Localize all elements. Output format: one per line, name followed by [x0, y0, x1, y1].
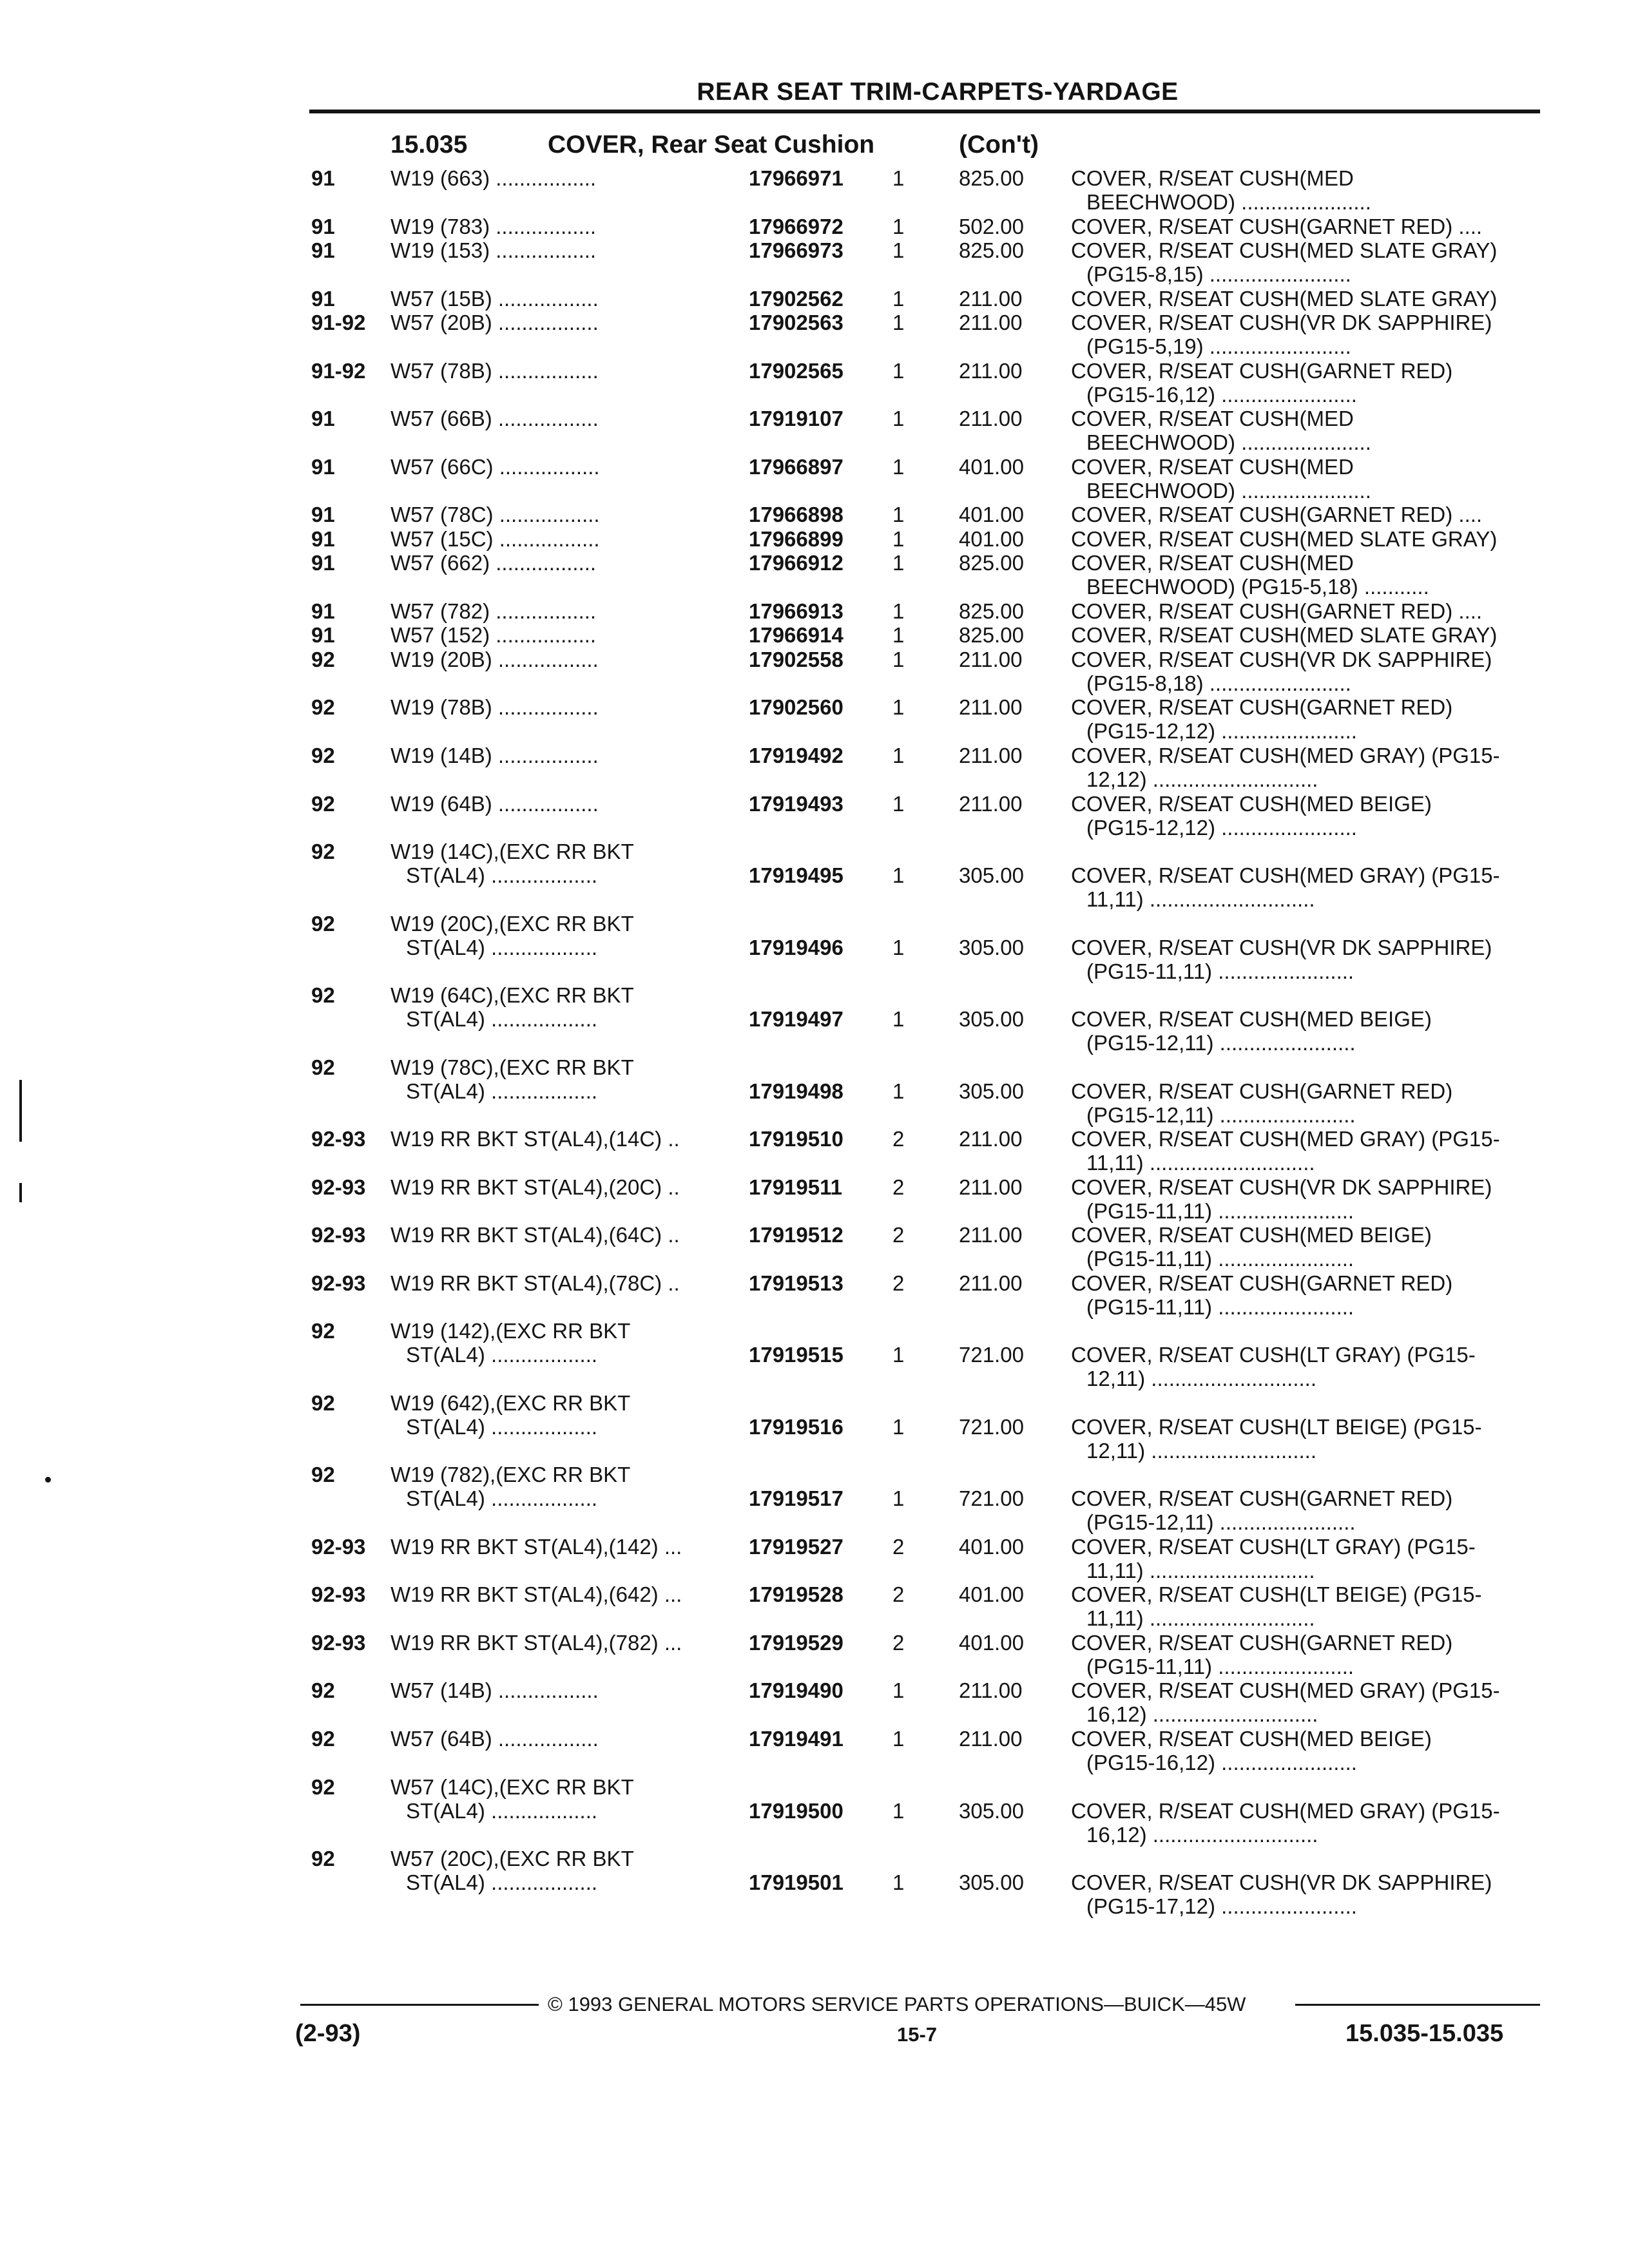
table-row — [0, 1223, 1629, 1271]
part-number: 17902562 — [749, 286, 843, 311]
table-row — [0, 792, 1629, 840]
parts-list — [0, 166, 1629, 1919]
item-description: W19 (153) ................. — [390, 238, 597, 263]
model-year: 92 — [311, 983, 335, 1008]
quantity: 1 — [892, 1007, 905, 1032]
part-name: 12,11) ............................ — [1086, 1367, 1317, 1391]
item-description: ST(AL4) .................. — [406, 1343, 598, 1367]
price: 211.00 — [959, 743, 1023, 767]
item-description: ST(AL4) .................. — [406, 1798, 598, 1823]
item-description: W19 (142),(EXC RR BKT — [390, 1319, 631, 1343]
price: 825.00 — [959, 551, 1024, 575]
model-year: 91 — [311, 599, 335, 623]
part-name: COVER, R/SEAT CUSH(MED BEIGE) — [1071, 1727, 1432, 1751]
quantity: 1 — [892, 647, 905, 671]
price: 401.00 — [959, 1582, 1024, 1607]
quantity: 1 — [892, 695, 905, 720]
table-row — [0, 503, 1629, 527]
part-number: 17919510 — [749, 1127, 843, 1151]
quantity: 1 — [892, 311, 905, 335]
part-name: COVER, R/SEAT CUSH(LT BEIGE) (PG15- — [1071, 1414, 1482, 1439]
part-name: (PG15-11,11) ....................... — [1086, 1247, 1354, 1271]
quantity: 1 — [892, 935, 905, 959]
quantity: 1 — [892, 623, 905, 648]
model-year: 91 — [311, 526, 335, 551]
price: 305.00 — [959, 1079, 1024, 1103]
item-description: W19 (64B) ................. — [390, 791, 599, 816]
quantity: 1 — [892, 1343, 905, 1367]
change-bar — [19, 1183, 22, 1202]
model-year: 92 — [311, 1319, 335, 1343]
quantity: 1 — [892, 863, 905, 888]
quantity: 1 — [892, 526, 905, 551]
part-name: COVER, R/SEAT CUSH(VR DK SAPPHIRE) — [1071, 311, 1492, 335]
price: 721.00 — [959, 1343, 1024, 1367]
table-row — [0, 1727, 1629, 1775]
table-row — [0, 551, 1629, 599]
model-year: 92-93 — [311, 1630, 366, 1655]
item-description: W57 (15B) ................. — [390, 286, 599, 311]
quantity: 1 — [892, 791, 905, 816]
table-row — [0, 407, 1629, 455]
model-year: 92-93 — [311, 1223, 366, 1247]
part-number: 17919495 — [749, 863, 843, 888]
footer-section-range: 15.035-15.035 — [1345, 2020, 1504, 2047]
table-row — [0, 1847, 1629, 1919]
part-number: 17919516 — [749, 1414, 843, 1439]
part-name: (PG15-8,15) ........................ — [1086, 262, 1351, 287]
part-name: COVER, R/SEAT CUSH(VR DK SAPPHIRE) — [1071, 935, 1492, 959]
price: 825.00 — [959, 238, 1024, 263]
table-row — [0, 311, 1629, 359]
part-name: COVER, R/SEAT CUSH(GARNET RED) — [1071, 1271, 1453, 1295]
part-name: (PG15-11,11) ....................... — [1086, 1654, 1354, 1678]
price: 721.00 — [959, 1414, 1024, 1439]
table-row — [0, 1391, 1629, 1463]
model-year: 92 — [311, 1463, 335, 1487]
table-row — [0, 1055, 1629, 1128]
price: 211.00 — [959, 1223, 1023, 1247]
model-year: 91 — [311, 238, 335, 263]
item-description: W19 (14B) ................. — [390, 743, 599, 767]
part-number: 17966897 — [749, 454, 843, 479]
part-number: 17966898 — [749, 503, 843, 527]
footer-date: (2-93) — [295, 2020, 361, 2047]
table-row — [0, 1463, 1629, 1535]
change-bar — [19, 1080, 22, 1142]
quantity: 2 — [892, 1582, 905, 1607]
part-name: COVER, R/SEAT CUSH(MED GRAY) (PG15- — [1071, 1798, 1500, 1823]
item-description: W19 (64C),(EXC RR BKT — [390, 983, 634, 1008]
model-year: 92 — [311, 791, 335, 816]
quantity: 1 — [892, 214, 905, 238]
part-name: 11,11) ............................ — [1086, 1151, 1315, 1175]
part-number: 17919498 — [749, 1079, 843, 1103]
item-description: ST(AL4) .................. — [406, 1007, 598, 1032]
part-name: COVER, R/SEAT CUSH(MED GRAY) (PG15- — [1071, 743, 1500, 767]
item-description: W57 (782) ................. — [390, 599, 597, 623]
part-number: 17902563 — [749, 311, 843, 335]
table-row — [0, 912, 1629, 984]
part-number: 17919493 — [749, 791, 843, 816]
model-year: 92-93 — [311, 1534, 366, 1559]
part-number: 17902560 — [749, 695, 843, 720]
part-name: (PG15-12,11) ....................... — [1086, 1510, 1356, 1535]
item-description: W19 (663) ................. — [390, 166, 597, 190]
item-description: W57 (14B) ................. — [390, 1678, 599, 1703]
price: 401.00 — [959, 526, 1024, 551]
item-description: ST(AL4) .................. — [406, 1870, 598, 1895]
part-name: COVER, R/SEAT CUSH(LT GRAY) (PG15- — [1071, 1534, 1476, 1559]
part-number: 17902558 — [749, 647, 843, 671]
part-name: BEECHWOOD) ...................... — [1086, 478, 1371, 503]
part-name: COVER, R/SEAT CUSH(LT GRAY) (PG15- — [1071, 1343, 1476, 1367]
part-name: (PG15-12,11) ....................... — [1086, 1031, 1356, 1055]
part-number: 17919500 — [749, 1798, 843, 1823]
item-description: W19 (642),(EXC RR BKT — [390, 1390, 631, 1415]
price: 211.00 — [959, 1727, 1023, 1751]
part-name: COVER, R/SEAT CUSH(MED GRAY) (PG15- — [1071, 1127, 1500, 1151]
quantity: 1 — [892, 1079, 905, 1103]
model-year: 91 — [311, 503, 335, 527]
quantity: 1 — [892, 1678, 905, 1703]
part-name: COVER, R/SEAT CUSH(MED GRAY) (PG15- — [1071, 863, 1500, 888]
part-number: 17919497 — [749, 1007, 843, 1032]
item-description: W57 (662) ................. — [390, 551, 597, 575]
part-name: (PG15-12,11) ....................... — [1086, 1102, 1356, 1127]
part-number: 17966914 — [749, 623, 843, 648]
part-name: COVER, R/SEAT CUSH(LT BEIGE) (PG15- — [1071, 1582, 1482, 1607]
quantity: 1 — [892, 1870, 905, 1895]
part-number: 17919517 — [749, 1486, 843, 1511]
part-name: COVER, R/SEAT CUSH(GARNET RED) — [1071, 1486, 1453, 1511]
item-description: W19 (14C),(EXC RR BKT — [390, 840, 634, 864]
quantity: 1 — [892, 286, 905, 311]
part-name: COVER, R/SEAT CUSH(VR DK SAPPHIRE) — [1071, 1870, 1492, 1895]
part-number: 17919515 — [749, 1343, 843, 1367]
table-row — [0, 455, 1629, 503]
price: 825.00 — [959, 166, 1024, 190]
part-name: (PG15-11,11) ....................... — [1086, 1294, 1354, 1319]
item-description: W57 (64B) ................. — [390, 1727, 599, 1751]
quantity: 1 — [892, 238, 905, 263]
part-number: 17966913 — [749, 599, 843, 623]
item-description: W57 (78C) ................. — [390, 503, 600, 527]
model-year: 91 — [311, 623, 335, 648]
quantity: 1 — [892, 1798, 905, 1823]
part-number: 17902565 — [749, 358, 843, 383]
part-name: 12,12) ............................ — [1086, 767, 1318, 791]
item-description: ST(AL4) .................. — [406, 1414, 598, 1439]
quantity: 1 — [892, 1727, 905, 1751]
part-number: 17919491 — [749, 1727, 843, 1751]
part-number: 17966972 — [749, 214, 843, 238]
quantity: 2 — [892, 1630, 905, 1655]
item-description: ST(AL4) .................. — [406, 863, 598, 888]
part-number: 17919529 — [749, 1630, 843, 1655]
part-number: 17966912 — [749, 551, 843, 575]
model-year: 92 — [311, 1727, 335, 1751]
part-name: (PG15-16,12) ....................... — [1086, 1751, 1357, 1774]
quantity: 1 — [892, 358, 905, 383]
table-row — [0, 744, 1629, 792]
quantity: 1 — [892, 407, 905, 431]
item-description: W57 (20B) ................. — [390, 311, 599, 335]
part-name: 11,11) ............................ — [1086, 1606, 1315, 1631]
model-year: 92 — [311, 1055, 335, 1079]
part-name: COVER, R/SEAT CUSH(GARNET RED) .... — [1071, 599, 1483, 623]
item-description: W19 RR BKT ST(AL4),(782) ... — [390, 1630, 682, 1655]
model-year: 92 — [311, 911, 335, 936]
part-name: COVER, R/SEAT CUSH(MED SLATE GRAY) — [1071, 286, 1498, 311]
item-description: W19 RR BKT ST(AL4),(64C) .. — [390, 1223, 680, 1247]
model-year: 91 — [311, 214, 335, 238]
part-name: COVER, R/SEAT CUSH(MED — [1071, 454, 1354, 479]
item-description: W57 (66C) ................. — [390, 454, 600, 479]
table-row — [0, 1127, 1629, 1175]
price: 211.00 — [959, 647, 1023, 671]
price: 305.00 — [959, 1870, 1024, 1895]
quantity: 1 — [892, 743, 905, 767]
section-continued: (Con't) — [959, 131, 1039, 159]
model-year: 91 — [311, 407, 335, 431]
model-year: 91 — [311, 286, 335, 311]
part-name: COVER, R/SEAT CUSH(VR DK SAPPHIRE) — [1071, 647, 1492, 671]
quantity: 1 — [892, 1486, 905, 1511]
table-row — [0, 166, 1629, 215]
quantity: 1 — [892, 599, 905, 623]
price: 305.00 — [959, 1798, 1024, 1823]
price: 211.00 — [959, 1271, 1023, 1295]
section-number: 15.035 — [390, 131, 468, 159]
footer-page-number: 15-7 — [897, 2023, 938, 2046]
item-description: W19 (20B) ................. — [390, 647, 599, 671]
item-description: W19 RR BKT ST(AL4),(642) ... — [390, 1582, 682, 1607]
part-name: COVER, R/SEAT CUSH(MED SLATE GRAY) — [1071, 623, 1498, 648]
price: 305.00 — [959, 935, 1024, 959]
table-row — [0, 623, 1629, 648]
price: 211.00 — [959, 1175, 1023, 1199]
model-year: 91-92 — [311, 358, 366, 383]
part-number: 17919492 — [749, 743, 843, 767]
item-description: W57 (78B) ................. — [390, 358, 599, 383]
price: 825.00 — [959, 599, 1024, 623]
price: 502.00 — [959, 214, 1024, 238]
part-name: (PG15-5,19) ........................ — [1086, 334, 1351, 359]
item-description: W19 (78B) ................. — [390, 695, 599, 720]
part-name: COVER, R/SEAT CUSH(GARNET RED) — [1071, 695, 1453, 720]
model-year: 91 — [311, 551, 335, 575]
price: 211.00 — [959, 286, 1023, 311]
part-number: 17919527 — [749, 1534, 843, 1559]
item-description: W57 (15C) ................. — [390, 526, 600, 551]
price: 401.00 — [959, 1630, 1024, 1655]
part-name: COVER, R/SEAT CUSH(VR DK SAPPHIRE) — [1071, 1175, 1492, 1199]
part-name: COVER, R/SEAT CUSH(MED — [1071, 166, 1354, 190]
table-row — [0, 1582, 1629, 1631]
footer-copyright: © 1993 GENERAL MOTORS SERVICE PARTS OPERATIONS—BUICK—45W — [548, 1993, 1246, 2015]
part-number: 17919496 — [749, 935, 843, 959]
table-row — [0, 648, 1629, 696]
model-year: 92 — [311, 1390, 335, 1415]
part-name: (PG15-12,12) ....................... — [1086, 815, 1357, 840]
model-year: 92 — [311, 695, 335, 720]
part-name: 16,12) ............................ — [1086, 1822, 1318, 1847]
price: 211.00 — [959, 1127, 1023, 1151]
table-row — [0, 1631, 1629, 1679]
part-name: (PG15-12,12) ....................... — [1086, 719, 1357, 744]
item-description: W57 (14C),(EXC RR BKT — [390, 1774, 634, 1799]
part-name: COVER, R/SEAT CUSH(GARNET RED) — [1071, 358, 1453, 383]
price: 721.00 — [959, 1486, 1024, 1511]
part-name: COVER, R/SEAT CUSH(GARNET RED) .... — [1071, 214, 1483, 238]
part-name: COVER, R/SEAT CUSH(MED SLATE GRAY) — [1071, 526, 1498, 551]
table-row — [0, 1678, 1629, 1727]
item-description: W57 (66B) ................. — [390, 407, 599, 431]
quantity: 2 — [892, 1223, 905, 1247]
model-year: 92 — [311, 647, 335, 671]
model-year: 92-93 — [311, 1175, 366, 1199]
item-description: ST(AL4) .................. — [406, 935, 598, 959]
table-row — [0, 527, 1629, 552]
price: 211.00 — [959, 407, 1023, 431]
section-name: COVER, Rear Seat Cushion — [548, 131, 875, 159]
price: 211.00 — [959, 1678, 1023, 1703]
margin-dot — [45, 1477, 51, 1483]
item-description: ST(AL4) .................. — [406, 1486, 598, 1511]
part-number: 17966973 — [749, 238, 843, 263]
footer-rule-right — [1295, 2004, 1540, 2006]
table-row — [0, 599, 1629, 624]
item-description: W19 RR BKT ST(AL4),(78C) .. — [390, 1271, 680, 1295]
part-number: 17919512 — [749, 1223, 843, 1247]
part-name: BEECHWOOD) ...................... — [1086, 430, 1371, 455]
part-number: 17966971 — [749, 166, 843, 190]
page-title: REAR SEAT TRIM-CARPETS-YARDAGE — [697, 78, 1179, 106]
part-name: COVER, R/SEAT CUSH(MED — [1071, 551, 1354, 575]
item-description: W57 (20C),(EXC RR BKT — [390, 1847, 634, 1871]
price: 825.00 — [959, 623, 1024, 648]
part-name: 12,11) ............................ — [1086, 1438, 1317, 1463]
part-name: (PG15-17,12) ....................... — [1086, 1894, 1357, 1919]
part-name: COVER, R/SEAT CUSH(GARNET RED) — [1071, 1630, 1453, 1655]
table-row — [0, 840, 1629, 912]
table-row — [0, 359, 1629, 407]
price: 401.00 — [959, 454, 1024, 479]
price: 211.00 — [959, 311, 1023, 335]
part-name: COVER, R/SEAT CUSH(MED SLATE GRAY) — [1071, 238, 1498, 263]
part-name: COVER, R/SEAT CUSH(MED — [1071, 407, 1354, 431]
model-year: 92 — [311, 1678, 335, 1703]
quantity: 1 — [892, 551, 905, 575]
model-year: 91 — [311, 454, 335, 479]
model-year: 92 — [311, 743, 335, 767]
part-number: 17919107 — [749, 407, 843, 431]
part-name: COVER, R/SEAT CUSH(MED BEIGE) — [1071, 1223, 1432, 1247]
table-row — [0, 287, 1629, 311]
item-description: W19 (782),(EXC RR BKT — [390, 1463, 631, 1487]
quantity: 2 — [892, 1127, 905, 1151]
price: 211.00 — [959, 358, 1023, 383]
table-row — [0, 1175, 1629, 1224]
part-name: 11,11) ............................ — [1086, 887, 1315, 912]
quantity: 2 — [892, 1271, 905, 1295]
model-year: 91-92 — [311, 311, 366, 335]
quantity: 1 — [892, 454, 905, 479]
price: 305.00 — [959, 1007, 1024, 1032]
part-name: (PG15-8,18) ........................ — [1086, 671, 1351, 695]
item-description: W19 RR BKT ST(AL4),(14C) .. — [390, 1127, 680, 1151]
model-year: 92-93 — [311, 1127, 366, 1151]
table-row — [0, 1271, 1629, 1320]
part-name: BEECHWOOD) (PG15-5,18) ........... — [1086, 575, 1429, 599]
header-rule — [309, 110, 1540, 113]
table-row — [0, 238, 1629, 287]
part-name: COVER, R/SEAT CUSH(MED BEIGE) — [1071, 791, 1432, 816]
price: 401.00 — [959, 1534, 1024, 1559]
table-row — [0, 215, 1629, 239]
table-row — [0, 1775, 1629, 1847]
price: 211.00 — [959, 695, 1023, 720]
item-description: W19 RR BKT ST(AL4),(142) ... — [390, 1534, 682, 1559]
part-name: 16,12) ............................ — [1086, 1702, 1318, 1727]
item-description: ST(AL4) .................. — [406, 1079, 598, 1103]
quantity: 1 — [892, 166, 905, 190]
table-row — [0, 1535, 1629, 1583]
part-name: (PG15-16,12) ....................... — [1086, 382, 1357, 407]
item-description: W19 (783) ................. — [390, 214, 597, 238]
table-row — [0, 983, 1629, 1055]
quantity: 1 — [892, 1414, 905, 1439]
model-year: 92 — [311, 1774, 335, 1799]
part-name: 11,11) ............................ — [1086, 1558, 1315, 1582]
part-number: 17919501 — [749, 1870, 843, 1895]
part-number: 17919513 — [749, 1271, 843, 1295]
model-year: 92-93 — [311, 1582, 366, 1607]
part-number: 17919528 — [749, 1582, 843, 1607]
part-name: COVER, R/SEAT CUSH(GARNET RED) .... — [1071, 503, 1483, 527]
part-name: COVER, R/SEAT CUSH(MED GRAY) (PG15- — [1071, 1678, 1500, 1703]
part-name: BEECHWOOD) ...................... — [1086, 190, 1371, 214]
item-description: W19 (78C),(EXC RR BKT — [390, 1055, 634, 1079]
part-number: 17966899 — [749, 526, 843, 551]
price: 211.00 — [959, 791, 1023, 816]
table-row — [0, 695, 1629, 744]
price: 401.00 — [959, 503, 1024, 527]
quantity: 2 — [892, 1175, 905, 1199]
model-year: 92 — [311, 1847, 335, 1871]
item-description: W57 (152) ................. — [390, 623, 597, 648]
part-number: 17919490 — [749, 1678, 843, 1703]
part-name: (PG15-11,11) ....................... — [1086, 1198, 1354, 1223]
quantity: 2 — [892, 1534, 905, 1559]
model-year: 92 — [311, 840, 335, 864]
part-name: COVER, R/SEAT CUSH(MED BEIGE) — [1071, 1007, 1432, 1032]
item-description: W19 (20C),(EXC RR BKT — [390, 911, 634, 936]
table-row — [0, 1319, 1629, 1391]
item-description: W19 RR BKT ST(AL4),(20C) .. — [390, 1175, 680, 1199]
price: 305.00 — [959, 863, 1024, 888]
part-number: 17919511 — [749, 1175, 843, 1199]
part-name: COVER, R/SEAT CUSH(GARNET RED) — [1071, 1079, 1453, 1103]
model-year: 92-93 — [311, 1271, 366, 1295]
model-year: 91 — [311, 166, 335, 190]
quantity: 1 — [892, 503, 905, 527]
part-name: (PG15-11,11) ....................... — [1086, 959, 1354, 983]
footer-rule-left — [300, 2004, 539, 2006]
